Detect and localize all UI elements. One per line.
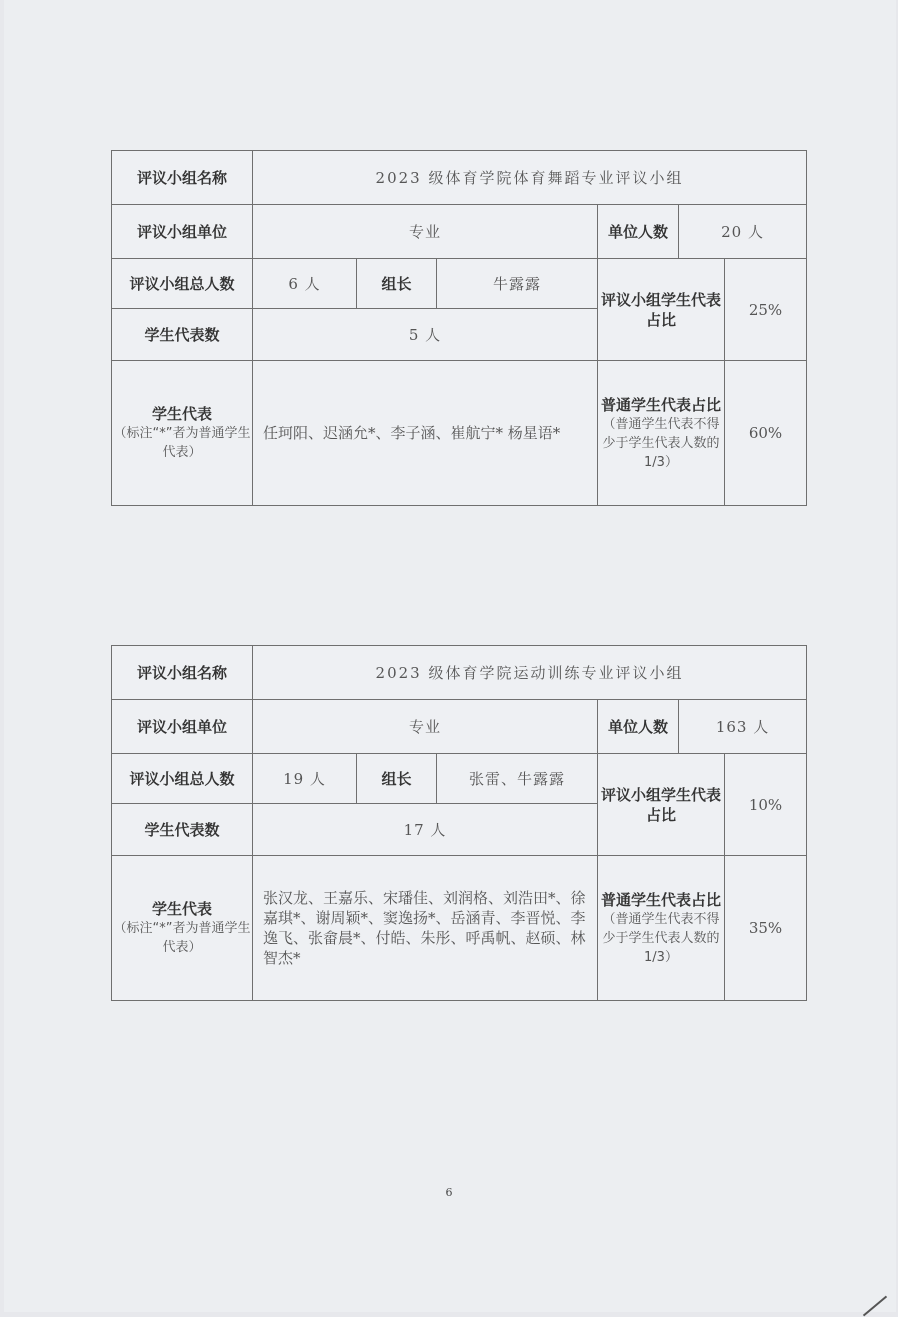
group-total-value: 19 人 <box>253 754 357 804</box>
unit-count-label: 单位人数 <box>598 700 679 754</box>
ordinary-ratio-label-cell <box>598 361 725 506</box>
leader-label: 组长 <box>357 754 437 804</box>
student-reps-note: （标注“*”者为普通学生代表） <box>113 426 251 460</box>
ordinary-ratio-label: 普通学生代表占比 <box>600 890 721 909</box>
ordinary-ratio-value: 60% <box>725 361 807 506</box>
group-name-label: 评议小组名称 <box>112 151 253 205</box>
student-rep-ratio-value: 10% <box>725 754 807 856</box>
student-rep-ratio-label: 评议小组学生代表占比 <box>598 259 725 361</box>
student-rep-count-value: 17 人 <box>253 804 598 856</box>
unit-count-label: 单位人数 <box>598 205 679 259</box>
group-name-value: 2023 级体育学院体育舞蹈专业评议小组 <box>253 151 807 205</box>
student-reps-list: 张汉龙、王嘉乐、宋璠佳、刘润格、刘浩田*、徐嘉琪*、谢周颖*、窦逸扬*、岳涵青、李晋悦、李逸飞、张畲晨*、付皓、朱彤、呼禹帆、赵硕、林智杰* <box>253 856 598 1001</box>
student-reps-label-cell <box>112 856 253 1001</box>
student-rep-ratio-label: 评议小组学生代表占比 <box>598 754 725 856</box>
leader-value: 牛露露 <box>437 259 598 309</box>
page-number: 6 <box>445 1186 453 1199</box>
ordinary-ratio-label-cell <box>598 856 725 1001</box>
unit-count-value: 20 人 <box>679 205 807 259</box>
student-reps-label: 学生代表 <box>151 405 212 423</box>
student-reps-list: 任珂阳、迟涵允*、李子涵、崔航宁* 杨星语* <box>253 361 598 506</box>
group-unit-label: 评议小组单位 <box>112 700 253 754</box>
student-rep-ratio-value: 25% <box>725 259 807 361</box>
group-total-label: 评议小组总人数 <box>112 754 253 804</box>
ordinary-ratio-label: 普通学生代表占比 <box>600 395 721 414</box>
student-rep-count-label: 学生代表数 <box>112 309 253 361</box>
ordinary-ratio-value: 35% <box>725 856 807 1001</box>
group-total-value: 6 人 <box>253 259 357 309</box>
student-rep-count-value: 5 人 <box>253 309 598 361</box>
group-name-label: 评议小组名称 <box>112 646 253 700</box>
unit-count-value: 163 人 <box>679 700 807 754</box>
student-reps-label-cell <box>112 361 253 506</box>
leader-value: 张雷、牛露露 <box>437 754 598 804</box>
review-group-table-2 <box>111 645 807 1001</box>
group-unit-label: 评议小组单位 <box>112 205 253 259</box>
ordinary-ratio-note: （普通学生代表不得少于学生代表人数的1/3） <box>602 911 720 965</box>
group-unit-value: 专业 <box>253 700 598 754</box>
student-reps-label: 学生代表 <box>151 900 212 918</box>
student-reps-note: （标注“*”者为普通学生代表） <box>113 921 251 955</box>
ordinary-ratio-note: （普通学生代表不得少于学生代表人数的1/3） <box>602 416 720 470</box>
group-name-value: 2023 级体育学院运动训练专业评议小组 <box>253 646 807 700</box>
group-total-label: 评议小组总人数 <box>112 259 253 309</box>
review-group-table-1 <box>111 150 807 506</box>
group-unit-value: 专业 <box>253 205 598 259</box>
leader-label: 组长 <box>357 259 437 309</box>
student-rep-count-label: 学生代表数 <box>112 804 253 856</box>
